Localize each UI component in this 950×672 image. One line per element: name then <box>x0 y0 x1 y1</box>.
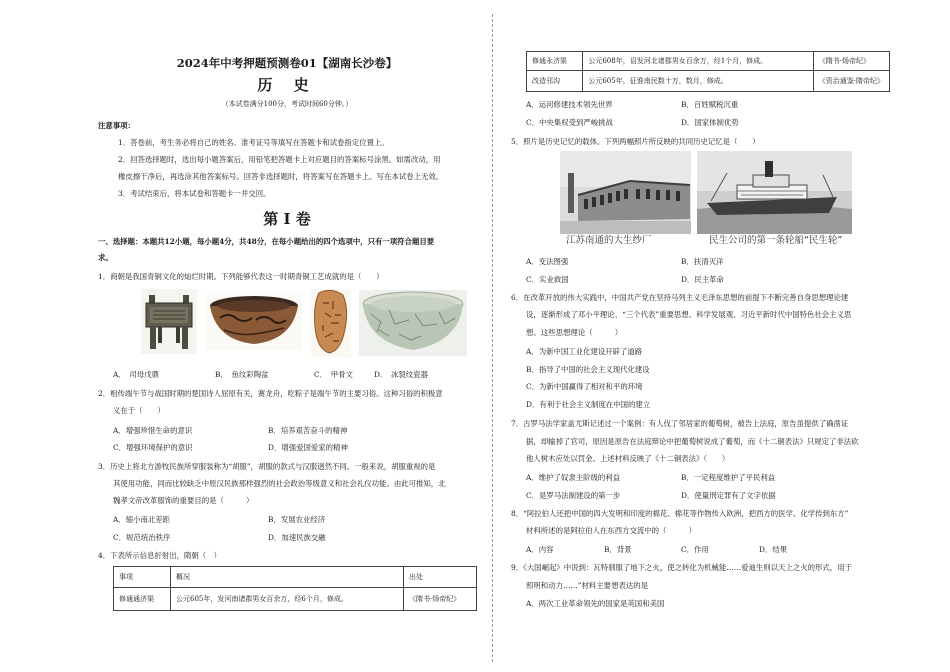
q5-option-b: B．扶清灭洋 <box>681 257 724 266</box>
q4-option-d: D．国家体制优势 <box>681 118 739 127</box>
q7-stem-cont1: 据，却输掉了官司，原因是原告在法庭辩论中把葡萄树说成了葡萄，而《十二铜表法》只规定了非法砍 <box>526 437 859 446</box>
q2-stem-cont: 义在于（ ） <box>113 406 165 415</box>
ice-crack-porcelain-image <box>359 290 467 356</box>
note-2-cont: 橡皮擦干净后，再选涂其他答案标号。回答非选择题时，将答案写在答题卡上。写在本试卷上无效。 <box>118 172 444 181</box>
q8-option-d: D．结果 <box>759 545 788 554</box>
q2-option-a: A．增强珍惜生命的意识 <box>113 426 193 435</box>
q9-stem: 9．《大国崛起》中说到：瓦特驯服了地下之火，使之转化为机械能……爱迪生则以天上之火的形式，用于 <box>511 563 852 572</box>
note-2: 2．回答选择题时，选出每小题答案后，用铅笔把答题卡上对应题目的答案标号涂黑。如需改动，用 <box>118 155 441 164</box>
q7-option-b: B．一定程度维护了平民利益 <box>681 473 776 482</box>
q6-option-c: C．为新中国赢得了相对和平的环境 <box>526 382 643 391</box>
q1-option-a: A． 司母戊鼎 <box>113 370 159 379</box>
q9-stem-cont: 照明和动力……”材料主要想表达的是 <box>526 581 649 590</box>
table-header-cell: 出处 <box>404 567 477 588</box>
section-heading: 一、选择题：本题共12小题，每小题4分，共48分，在每小题给出的四个选项中，只有一项符合题目要 <box>98 237 435 246</box>
q8-stem: 8．“阿拉伯人还把中国的四大发明和印度的棉花、棉花等作物传入欧洲，把西方的医学、化学传到东方” <box>511 509 849 518</box>
q5-option-d: D．民主革命 <box>681 275 724 284</box>
q5-caption-2: 民生公司的第一条轮船“民生轮” <box>709 235 843 246</box>
q4-table <box>113 566 477 611</box>
q9-option-a: A．两次工业革命领先的国家是英国和美国 <box>526 599 665 608</box>
q4-option-c: C．中央集权受到严峻挑战 <box>526 118 613 127</box>
q8-option-a: A．内容 <box>526 545 554 554</box>
table-cell: 《资治通鉴·隋帝纪》 <box>813 71 889 92</box>
table-cell: 公元605年，征淮南民数十万，数月，修成。 <box>583 71 813 92</box>
q8-stem-cont: 材料所述的是阿拉伯人在东西方交流中的（ ） <box>526 526 696 535</box>
q1-option-b: B． 鱼纹彩陶盆 <box>215 370 269 379</box>
q7-stem-cont2: 他人树木应处以罚金。上述材料反映了《十二铜表法》（ ） <box>526 454 730 463</box>
q8-option-b: B．背景 <box>604 545 632 554</box>
q7-option-c: C．是罗马法制建设的第一步 <box>526 491 621 500</box>
exam-title: 2024年中考押题预测卷01【湖南长沙卷】 <box>176 56 398 70</box>
q6-stem: 6．在改革开放的伟大实践中，中国共产党在坚持马列主义毛泽东思想的前提下不断完善自身思想理论建 <box>511 293 849 302</box>
q3-option-d: D．加速民族交融 <box>268 533 326 542</box>
q5-caption-1: 江苏南通的大生纱厂 <box>566 235 652 246</box>
oracle-bone-image <box>311 289 351 357</box>
q6-stem-cont1: 设，逐渐形成了邓小平理论、“三个代表”重要思想、科学发展观、习近平新时代中国特色社会主义思 <box>526 310 852 319</box>
subject-title: 历 史 <box>257 76 317 94</box>
table-header-row <box>114 567 477 588</box>
q3-option-b: B．发展农业经济 <box>268 515 326 524</box>
q3-stem-cont2: 魏孝文帝改革服饰的重要目的是（ ） <box>113 496 254 505</box>
simuwu-ding-image <box>141 289 197 354</box>
table-row <box>527 71 890 92</box>
q5-option-a: A．变法图强 <box>526 257 569 266</box>
table-row <box>114 588 477 611</box>
table-cell: 公元605年，发河南诸郡男女百余万，经6个月，修成。 <box>171 588 404 611</box>
q6-stem-cont2: 想。这些思想理论（ ） <box>526 328 623 337</box>
table-cell: 《隋书·炀帝纪》 <box>404 588 477 611</box>
table-cell: 改造邗沟 <box>527 71 583 92</box>
q2-option-c: C．增强环境保护的意识 <box>113 443 193 452</box>
q1-option-c: C． 甲骨文 <box>314 370 353 379</box>
q3-option-a: A．缩小南北差距 <box>113 515 171 524</box>
table-row <box>527 52 890 71</box>
q3-stem: 3．历史上将北方游牧民族所穿服装称为“胡服”，胡服的款式与汉服迥然不同。一般来说，胡服重视的是 <box>98 462 436 471</box>
fish-pattern-basin-image <box>206 292 302 350</box>
notes-heading: 注意事项： <box>98 121 135 130</box>
table-header-cell: 事项 <box>114 567 171 588</box>
q1-option-d: D． 冰裂纹瓷器 <box>374 370 428 379</box>
q4-table-continued <box>526 51 890 92</box>
table-header-cell: 概况 <box>171 567 404 588</box>
table-cell: 公元608年，诏发河北诸郡男女百余万，经1个月，修成。 <box>583 52 813 71</box>
exam-info: （本试卷满分100分，考试时间60分钟。） <box>221 100 353 108</box>
q6-option-b: B．指导了中国的社会主义现代化建设 <box>526 365 650 374</box>
q8-option-c: C．作用 <box>681 545 709 554</box>
note-1: 1．答卷前，考生务必将自己的姓名、准考证号等填写在答题卡和试卷指定位置上。 <box>118 138 389 147</box>
q2-option-b: B．培养艰苦奋斗的精神 <box>268 426 348 435</box>
q7-option-d: D．使量刑定罪有了文字依据 <box>681 491 776 500</box>
q3-option-c: C．规范统治秩序 <box>113 533 171 542</box>
table-cell: 《隋书·炀帝纪》 <box>813 52 889 71</box>
q2-stem: 2．相传端午节与战国时期的楚国诗人屈原有关，赛龙舟，吃粽子是端午节的主要习俗。这种习俗的积极意 <box>98 389 443 398</box>
q4-option-b: B．百姓赋税沉重 <box>681 100 739 109</box>
q7-option-a: A．维护了奴隶主阶级的利益 <box>526 473 621 482</box>
part-title: 第 Ⅰ 卷 <box>263 210 311 228</box>
table-cell: 修通永济渠 <box>527 52 583 71</box>
q7-stem: 7．古罗马法学家盖尤斯记述过一个案例：有人伐了邻居家的葡萄树，被告上法庭，原告虽提供了确凿证 <box>511 419 849 428</box>
q4-stem: 4．下表所示信息折射出，隋朝（ ） <box>98 551 221 560</box>
q2-option-d: D．增强爱国爱家的精神 <box>268 443 348 452</box>
table-cell: 修通通济渠 <box>114 588 171 611</box>
q3-stem-cont1: 其使用功能，同而比较缺乏中原汉民族那样强烈的社会政治等级意义和社会礼仪功能。由此可推知，北 <box>113 479 446 488</box>
column-divider <box>492 14 493 662</box>
note-3: 3．考试结束后，将本试卷和答题卡一并交回。 <box>118 189 271 198</box>
q6-option-a: A．为新中国工业化建设开辟了道路 <box>526 347 643 356</box>
q5-option-c: C．实业救国 <box>526 275 569 284</box>
section-heading-cont: 求。 <box>98 253 113 262</box>
q1-stem: 1．商朝是我国青铜文化的灿烂时期。下列能够代表这一时期青铜工艺成就的是（ ） <box>98 272 384 281</box>
dasheng-mill-photo <box>560 151 691 234</box>
q4-option-a: A．运河修建技术领先世界 <box>526 100 613 109</box>
minsheng-steamship-photo <box>697 151 852 234</box>
q6-option-d: D．有利于社会主义制度在中国的建立 <box>526 400 651 409</box>
q5-stem: 5．照片是历史记忆的载体。下列两幅照片所反映的共同历史记忆是（ ） <box>511 137 760 146</box>
